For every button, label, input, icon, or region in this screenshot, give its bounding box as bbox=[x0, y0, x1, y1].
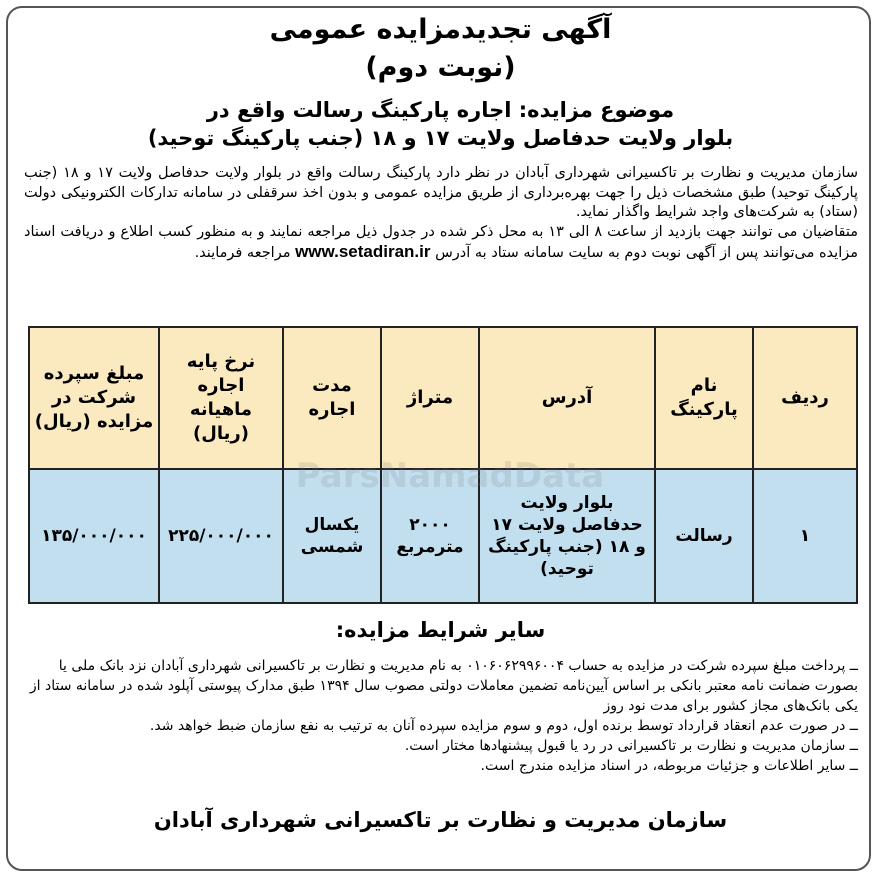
notice-title: آگهی تجدیدمزایده عمومی bbox=[269, 14, 612, 45]
intro-paragraph-1: سازمان مدیریت و نظارت بر تاکسیرانی شهرداری آبادان در نظر دارد پارکینگ رسالت واقع در بلوار ولایت حدفاصل ولایت ۱۷ و ۱۸ (جنب پارکینگ توحید) طبق مشخصات ذیل را جهت بهره‌برداری از طریق مزایده عمومی و بدون اخذ سرقفلی در سامانه تدارکات الکترونیکی دولت (ستاد) به شرکت‌های واجد شرایط واگذار نماید. bbox=[24, 165, 859, 220]
intro-paragraph-2 bbox=[24, 223, 858, 264]
header-area: متراژ bbox=[381, 327, 479, 469]
issuer-signature: سازمان مدیریت و نظارت بر تاکسیرانی شهرداری آبادان bbox=[153, 808, 728, 832]
cell-parking-name: رسالت bbox=[655, 469, 753, 603]
cell-duration: یکسال شمسی bbox=[283, 469, 381, 603]
header-row-number: ردیف bbox=[753, 327, 857, 469]
cell-row-number: ۱ bbox=[753, 469, 857, 603]
list-item: ــ پرداخت مبلغ سپرده شرکت در مزایده به حساب ۰۱۰۶۰۶۲۹۹۶۰۰۴ به نام مدیریت و نظارت بر تاکسیرانی شهرداری آبادان نزد بانک ملی یا بصورت ضمانت نامه معتبر بانکی بر اساس آیین‌نامه تضمین معاملات دولتی مصوب سال ۱۳۹۴ طبق مدارک پیوستی آپلود شده در سامانه ستاد از یکی بانک‌های مجاز کشور برای مدت نود روز bbox=[29, 658, 858, 714]
list-item: ــ سایر اطلاعات و جزئیات مربوطه، در اسناد مزایده مندرج است. bbox=[480, 758, 858, 774]
intro-paragraph-2-text: متقاضیان می توانند جهت بازدید از ساعت ۸ الی ۱۳ به محل ذکر شده در جدول ذیل مراجعه نمایند و به منظور کسب اطلاع و دریافت اسناد مزایده می‌توانند پس از آگهی نوبت دوم به سایت سامانه ستاد به آدرس bbox=[24, 223, 858, 261]
subject-line-2: بلوار ولایت حدفاصل ولایت ۱۷ و ۱۸ (جنب پارکینگ توحید) bbox=[147, 126, 734, 150]
cell-monthly-rate: ۲۲۵/۰۰۰/۰۰۰ bbox=[159, 469, 283, 603]
cell-deposit: ۱۳۵/۰۰۰/۰۰۰ bbox=[29, 469, 159, 603]
intro-text bbox=[24, 164, 858, 264]
header-duration: مدت اجاره bbox=[283, 327, 381, 469]
header-parking-name: نام پارکینگ bbox=[655, 327, 753, 469]
conditions-title: سایر شرایط مزایده: bbox=[335, 618, 546, 642]
notice-round: (نوبت دوم) bbox=[365, 52, 516, 83]
list-item: ــ سازمان مدیریت و نظارت بر تاکسیرانی در رد یا قبول پیشنهادها مختار است. bbox=[404, 738, 858, 754]
cell-address: بلوار ولایت حدفاصل ولایت ۱۷ و ۱۸ (جنب پارکینگ توحید) bbox=[479, 469, 655, 603]
header-monthly-rate: نرخ پایه اجاره ماهیانه (ریال) bbox=[159, 327, 283, 469]
subject-line-1: موضوع مزایده: اجاره پارکینگ رسالت واقع در bbox=[206, 98, 675, 122]
setad-url-link[interactable]: www.setadiran.ir bbox=[295, 242, 431, 261]
table-header-row bbox=[29, 327, 857, 469]
list-item: ــ در صورت عدم انعقاد قرارداد توسط برنده اول، دوم و سوم مزایده سپرده آنان به ترتیب به نفع سازمان ضبط خواهد شد. bbox=[149, 718, 858, 734]
cell-area: ۲۰۰۰ مترمربع bbox=[381, 469, 479, 603]
auction-table bbox=[28, 326, 858, 604]
conditions-list bbox=[24, 656, 858, 776]
intro-paragraph-2-end: مراجعه فرمایند. bbox=[194, 245, 291, 261]
header-address: آدرس bbox=[479, 327, 655, 469]
table-row bbox=[29, 469, 857, 603]
header-deposit: مبلغ سپرده شرکت در مزایده (ریال) bbox=[29, 327, 159, 469]
